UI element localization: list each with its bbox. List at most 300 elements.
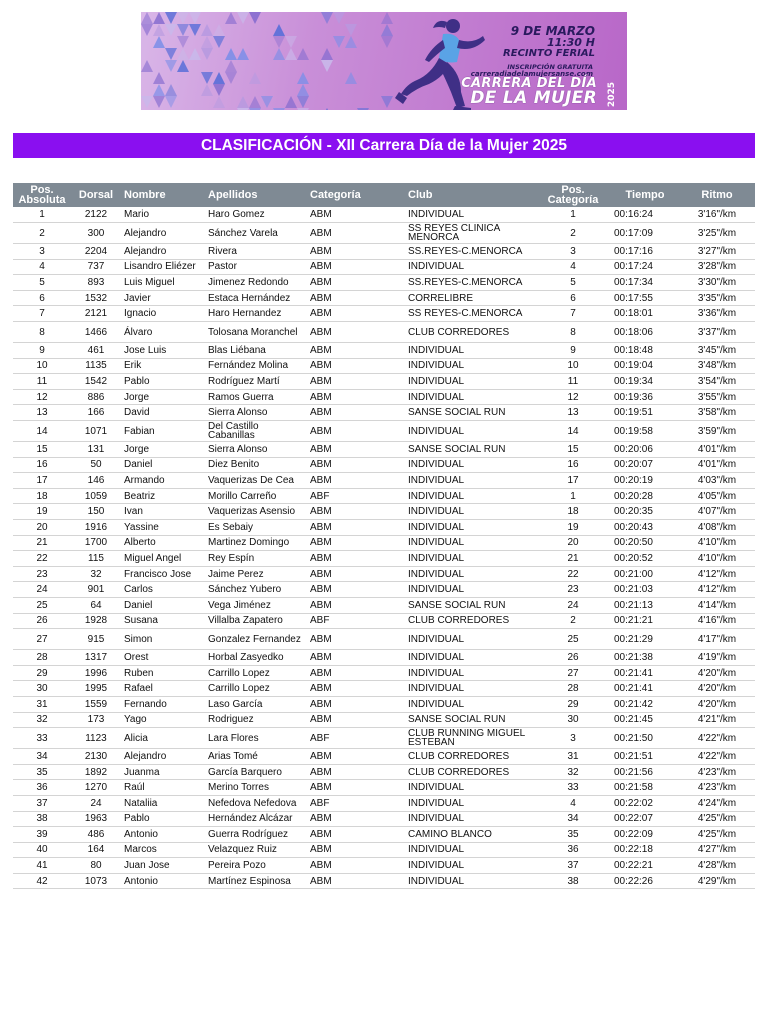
cell-nombre: Pablo [121, 811, 205, 827]
cell-pos-categoria: 18 [535, 504, 611, 520]
cell-dorsal: 1996 [71, 665, 121, 681]
cell-ritmo: 3'28"/km [679, 259, 755, 275]
cell-dorsal: 486 [71, 827, 121, 843]
banner-title-line1: CARRERA DEL DÍA [461, 76, 597, 91]
cell-dorsal: 1559 [71, 696, 121, 712]
cell-ritmo: 3'48"/km [679, 358, 755, 374]
cell-pos-absoluta: 10 [13, 358, 71, 374]
cell-tiempo: 00:21:41 [611, 665, 679, 681]
triangle-shape [225, 72, 237, 84]
triangle-shape [201, 72, 213, 84]
cell-ritmo: 4'03"/km [679, 473, 755, 489]
cell-pos-absoluta: 1 [13, 207, 71, 223]
cell-pos-absoluta: 5 [13, 275, 71, 291]
cell-apellidos: Rodriguez [205, 712, 307, 728]
cell-pos-categoria: 25 [535, 629, 611, 650]
cell-club: CLUB CORREDORES [405, 322, 535, 343]
cell-pos-categoria: 10 [535, 358, 611, 374]
cell-tiempo: 00:20:19 [611, 473, 679, 489]
cell-categoria: ABM [307, 873, 405, 889]
triangle-shape [345, 36, 357, 48]
triangle-shape [165, 12, 177, 24]
table-row [13, 442, 755, 458]
cell-tiempo: 00:19:36 [611, 389, 679, 405]
cell-club: CLUB CORREDORES [405, 613, 535, 629]
cell-pos-categoria: 17 [535, 473, 611, 489]
cell-pos-categoria: 23 [535, 582, 611, 598]
cell-pos-categoria: 15 [535, 442, 611, 458]
cell-ritmo: 4'10"/km [679, 551, 755, 567]
page-title: CLASIFICACIÓN - XII Carrera Día de la Mujer 2025 [13, 133, 755, 158]
cell-ritmo: 4'12"/km [679, 566, 755, 582]
cell-pos-absoluta: 26 [13, 613, 71, 629]
cell-apellidos: Nefedova Nefedova [205, 795, 307, 811]
cell-apellidos: Rivera [205, 244, 307, 260]
cell-pos-categoria: 31 [535, 749, 611, 765]
cell-apellidos: Rey Espín [205, 551, 307, 567]
cell-tiempo: 00:22:07 [611, 811, 679, 827]
cell-pos-categoria: 19 [535, 520, 611, 536]
cell-apellidos: Tolosana Moranchel [205, 322, 307, 343]
cell-pos-categoria: 4 [535, 259, 611, 275]
cell-nombre: Javier [121, 290, 205, 306]
cell-tiempo: 00:21:51 [611, 749, 679, 765]
cell-pos-categoria: 35 [535, 827, 611, 843]
cell-pos-absoluta: 35 [13, 764, 71, 780]
cell-apellidos: Vaquerizas Asensio [205, 504, 307, 520]
cell-nombre: Antonio [121, 873, 205, 889]
cell-club: INDIVIDUAL [405, 488, 535, 504]
cell-dorsal: 1963 [71, 811, 121, 827]
cell-apellidos: Jaime Perez [205, 566, 307, 582]
table-row [13, 457, 755, 473]
triangle-shape [285, 96, 297, 108]
cell-categoria: ABM [307, 811, 405, 827]
cell-apellidos: Pastor [205, 259, 307, 275]
cell-tiempo: 00:21:45 [611, 712, 679, 728]
cell-club: INDIVIDUAL [405, 873, 535, 889]
cell-apellidos: Lara Flores [205, 728, 307, 749]
cell-club: INDIVIDUAL [405, 207, 535, 223]
cell-club: INDIVIDUAL [405, 259, 535, 275]
cell-ritmo: 3'58"/km [679, 405, 755, 421]
triangle-shape [357, 108, 369, 110]
cell-dorsal: 893 [71, 275, 121, 291]
cell-tiempo: 00:21:58 [611, 780, 679, 796]
cell-categoria: ABM [307, 780, 405, 796]
cell-dorsal: 1928 [71, 613, 121, 629]
cell-nombre: Nataliia [121, 795, 205, 811]
triangle-shape [273, 48, 285, 60]
triangle-shape [153, 96, 165, 108]
cell-categoria: ABM [307, 764, 405, 780]
triangle-shape [165, 24, 177, 36]
cell-pos-absoluta: 33 [13, 728, 71, 749]
table-row [13, 343, 755, 359]
cell-dorsal: 1700 [71, 535, 121, 551]
cell-club: INDIVIDUAL [405, 650, 535, 666]
table-row [13, 764, 755, 780]
cell-categoria: ABM [307, 389, 405, 405]
cell-club: INDIVIDUAL [405, 535, 535, 551]
cell-dorsal: 886 [71, 389, 121, 405]
table-row [13, 421, 755, 442]
cell-ritmo: 4'23"/km [679, 780, 755, 796]
cell-dorsal: 24 [71, 795, 121, 811]
cell-ritmo: 4'07"/km [679, 504, 755, 520]
header-categoria: Categoría [307, 183, 405, 207]
cell-ritmo: 4'05"/km [679, 488, 755, 504]
table-row [13, 650, 755, 666]
cell-ritmo: 4'22"/km [679, 728, 755, 749]
cell-nombre: Alejandro [121, 223, 205, 244]
cell-dorsal: 115 [71, 551, 121, 567]
cell-categoria: ABM [307, 629, 405, 650]
cell-categoria: ABM [307, 223, 405, 244]
cell-apellidos: Villalba Zapatero [205, 613, 307, 629]
cell-pos-categoria: 33 [535, 780, 611, 796]
table-row [13, 389, 755, 405]
table-row [13, 374, 755, 390]
cell-categoria: ABM [307, 520, 405, 536]
cell-pos-absoluta: 31 [13, 696, 71, 712]
cell-pos-categoria: 29 [535, 696, 611, 712]
cell-club: INDIVIDUAL [405, 358, 535, 374]
cell-ritmo: 3'16"/km [679, 207, 755, 223]
cell-pos-categoria: 20 [535, 535, 611, 551]
cell-pos-absoluta: 25 [13, 597, 71, 613]
cell-dorsal: 1270 [71, 780, 121, 796]
cell-tiempo: 00:20:28 [611, 488, 679, 504]
cell-dorsal: 1135 [71, 358, 121, 374]
cell-categoria: ABM [307, 749, 405, 765]
cell-apellidos: Morillo Carreño [205, 488, 307, 504]
table-row [13, 629, 755, 650]
cell-tiempo: 00:16:24 [611, 207, 679, 223]
cell-tiempo: 00:21:13 [611, 597, 679, 613]
cell-tiempo: 00:21:00 [611, 566, 679, 582]
cell-tiempo: 00:17:24 [611, 259, 679, 275]
cell-tiempo: 00:22:26 [611, 873, 679, 889]
cell-nombre: Jose Luis [121, 343, 205, 359]
triangle-shape [321, 12, 333, 24]
cell-ritmo: 4'22"/km [679, 749, 755, 765]
cell-dorsal: 2130 [71, 749, 121, 765]
cell-dorsal: 1071 [71, 421, 121, 442]
cell-categoria: ABM [307, 712, 405, 728]
cell-pos-absoluta: 23 [13, 566, 71, 582]
cell-pos-absoluta: 39 [13, 827, 71, 843]
cell-club: SS.REYES-C.MENORCA [405, 244, 535, 260]
cell-dorsal: 1542 [71, 374, 121, 390]
cell-nombre: Alicia [121, 728, 205, 749]
cell-pos-absoluta: 34 [13, 749, 71, 765]
cell-nombre: David [121, 405, 205, 421]
cell-pos-categoria: 12 [535, 389, 611, 405]
banner-title [461, 76, 597, 106]
cell-ritmo: 4'28"/km [679, 858, 755, 874]
cell-pos-absoluta: 30 [13, 681, 71, 697]
cell-categoria: ABF [307, 728, 405, 749]
table-row [13, 306, 755, 322]
cell-tiempo: 00:21:56 [611, 764, 679, 780]
cell-apellidos: Sánchez Varela [205, 223, 307, 244]
triangle-shape [261, 96, 273, 108]
cell-dorsal: 1073 [71, 873, 121, 889]
cell-pos-categoria: 1 [535, 207, 611, 223]
cell-pos-categoria: 4 [535, 795, 611, 811]
cell-dorsal: 131 [71, 442, 121, 458]
cell-nombre: Raúl [121, 780, 205, 796]
cell-tiempo: 00:21:21 [611, 613, 679, 629]
cell-club: INDIVIDUAL [405, 795, 535, 811]
cell-club: INDIVIDUAL [405, 780, 535, 796]
cell-apellidos: Diez Benito [205, 457, 307, 473]
cell-dorsal: 166 [71, 405, 121, 421]
triangle-shape [285, 48, 297, 60]
cell-pos-absoluta: 27 [13, 629, 71, 650]
cell-categoria: ABM [307, 473, 405, 489]
cell-nombre: Daniel [121, 597, 205, 613]
table-row [13, 858, 755, 874]
cell-club: INDIVIDUAL [405, 858, 535, 874]
triangle-shape [297, 96, 309, 108]
cell-categoria: ABM [307, 442, 405, 458]
cell-dorsal: 737 [71, 259, 121, 275]
results-body [13, 207, 755, 889]
cell-pos-absoluta: 3 [13, 244, 71, 260]
cell-categoria: ABM [307, 696, 405, 712]
triangle-shape [189, 24, 201, 36]
cell-categoria: ABM [307, 858, 405, 874]
cell-club: CLUB CORREDORES [405, 764, 535, 780]
cell-nombre: Rafael [121, 681, 205, 697]
cell-pos-categoria: 24 [535, 597, 611, 613]
cell-dorsal: 461 [71, 343, 121, 359]
cell-nombre: Juan Jose [121, 858, 205, 874]
table-row [13, 582, 755, 598]
table-row [13, 566, 755, 582]
cell-tiempo: 00:22:21 [611, 858, 679, 874]
cell-dorsal: 1995 [71, 681, 121, 697]
header-pos-categoria: Pos. Categoría [535, 183, 611, 207]
cell-ritmo: 4'24"/km [679, 795, 755, 811]
cell-tiempo: 00:21:29 [611, 629, 679, 650]
cell-categoria: ABM [307, 504, 405, 520]
triangle-shape [273, 108, 285, 110]
cell-apellidos: Arias Tomé [205, 749, 307, 765]
header-pos-absoluta: Pos. Absoluta [13, 183, 71, 207]
cell-categoria: ABM [307, 343, 405, 359]
cell-apellidos: Carrillo Lopez [205, 665, 307, 681]
cell-dorsal: 1916 [71, 520, 121, 536]
cell-tiempo: 00:19:58 [611, 421, 679, 442]
banner-time: 11:30 H [546, 36, 595, 49]
cell-pos-categoria: 9 [535, 343, 611, 359]
table-row [13, 873, 755, 889]
cell-ritmo: 3'30"/km [679, 275, 755, 291]
cell-ritmo: 3'54"/km [679, 374, 755, 390]
cell-pos-absoluta: 15 [13, 442, 71, 458]
cell-apellidos: Haro Hernandez [205, 306, 307, 322]
cell-categoria: ABM [307, 665, 405, 681]
table-row [13, 780, 755, 796]
cell-pos-absoluta: 40 [13, 842, 71, 858]
triangle-shape [321, 48, 333, 60]
cell-ritmo: 4'21"/km [679, 712, 755, 728]
table-header-row [13, 183, 755, 207]
triangle-shape [153, 24, 165, 36]
cell-categoria: ABM [307, 275, 405, 291]
cell-ritmo: 3'55"/km [679, 389, 755, 405]
cell-apellidos: Fernández Molina [205, 358, 307, 374]
cell-dorsal: 2121 [71, 306, 121, 322]
triangle-shape [225, 48, 237, 60]
cell-categoria: ABM [307, 259, 405, 275]
cell-ritmo: 4'12"/km [679, 582, 755, 598]
cell-pos-categoria: 30 [535, 712, 611, 728]
cell-dorsal: 1317 [71, 650, 121, 666]
cell-ritmo: 4'19"/km [679, 650, 755, 666]
cell-nombre: Erik [121, 358, 205, 374]
cell-dorsal: 146 [71, 473, 121, 489]
table-row [13, 520, 755, 536]
cell-club: INDIVIDUAL [405, 389, 535, 405]
cell-pos-absoluta: 13 [13, 405, 71, 421]
header-dorsal: Dorsal [71, 183, 121, 207]
banner-registration: INSCRIPCIÓN GRATUITA [507, 63, 593, 71]
cell-club: INDIVIDUAL [405, 421, 535, 442]
banner-title-line2: DE LA MUJER [470, 88, 597, 108]
cell-nombre: Carlos [121, 582, 205, 598]
header-club: Club [405, 183, 535, 207]
cell-pos-categoria: 14 [535, 421, 611, 442]
cell-tiempo: 00:17:34 [611, 275, 679, 291]
cell-club: INDIVIDUAL [405, 582, 535, 598]
cell-categoria: ABM [307, 322, 405, 343]
cell-categoria: ABM [307, 842, 405, 858]
cell-apellidos: Estaca Hernández [205, 290, 307, 306]
triangle-shape [189, 12, 201, 24]
cell-pos-absoluta: 32 [13, 712, 71, 728]
table-row [13, 795, 755, 811]
triangle-shape [213, 96, 225, 108]
cell-apellidos: Vega Jiménez [205, 597, 307, 613]
cell-tiempo: 00:22:02 [611, 795, 679, 811]
cell-dorsal: 901 [71, 582, 121, 598]
cell-ritmo: 4'20"/km [679, 681, 755, 697]
triangle-shape [345, 72, 357, 84]
cell-categoria: ABM [307, 551, 405, 567]
cell-club: INDIVIDUAL [405, 811, 535, 827]
cell-apellidos: Haro Gomez [205, 207, 307, 223]
header-ritmo: Ritmo [679, 183, 755, 207]
triangle-shape [165, 60, 177, 72]
banner-website: carreradiadelamujersanse.com [470, 70, 593, 78]
cell-pos-absoluta: 36 [13, 780, 71, 796]
cell-dorsal: 50 [71, 457, 121, 473]
cell-dorsal: 1466 [71, 322, 121, 343]
cell-pos-absoluta: 21 [13, 535, 71, 551]
cell-nombre: Fernando [121, 696, 205, 712]
cell-nombre: Jorge [121, 389, 205, 405]
cell-pos-absoluta: 7 [13, 306, 71, 322]
cell-tiempo: 00:20:06 [611, 442, 679, 458]
cell-apellidos: Pereira Pozo [205, 858, 307, 874]
cell-club: CLUB CORREDORES [405, 749, 535, 765]
table-row [13, 712, 755, 728]
cell-dorsal: 150 [71, 504, 121, 520]
cell-pos-absoluta: 20 [13, 520, 71, 536]
cell-pos-absoluta: 38 [13, 811, 71, 827]
header-nombre: Nombre [121, 183, 205, 207]
cell-club: CLUB RUNNING MIGUEL ESTEBAN [405, 728, 535, 749]
cell-club: SANSE SOCIAL RUN [405, 712, 535, 728]
cell-tiempo: 00:18:06 [611, 322, 679, 343]
table-row [13, 244, 755, 260]
cell-club: SS REYES-C.MENORCA [405, 306, 535, 322]
triangle-shape [213, 72, 225, 84]
cell-dorsal: 1892 [71, 764, 121, 780]
cell-nombre: Daniel [121, 457, 205, 473]
cell-tiempo: 00:17:09 [611, 223, 679, 244]
cell-pos-absoluta: 9 [13, 343, 71, 359]
cell-pos-categoria: 1 [535, 488, 611, 504]
triangle-shape [177, 48, 189, 60]
cell-categoria: ABM [307, 650, 405, 666]
triangle-shape [213, 24, 225, 36]
cell-tiempo: 00:21:03 [611, 582, 679, 598]
table-row [13, 749, 755, 765]
triangle-shape [213, 36, 225, 48]
cell-pos-absoluta: 4 [13, 259, 71, 275]
cell-ritmo: 3'36"/km [679, 306, 755, 322]
cell-tiempo: 00:21:50 [611, 728, 679, 749]
cell-nombre: Pablo [121, 374, 205, 390]
cell-pos-categoria: 32 [535, 764, 611, 780]
cell-tiempo: 00:21:42 [611, 696, 679, 712]
triangle-shape [201, 84, 213, 96]
table-row [13, 681, 755, 697]
triangle-shape [249, 96, 261, 108]
table-row [13, 207, 755, 223]
cell-apellidos: Jimenez Redondo [205, 275, 307, 291]
cell-ritmo: 4'23"/km [679, 764, 755, 780]
cell-pos-absoluta: 18 [13, 488, 71, 504]
cell-dorsal: 1532 [71, 290, 121, 306]
triangle-shape [225, 60, 237, 72]
results-table [13, 183, 755, 889]
cell-tiempo: 00:19:04 [611, 358, 679, 374]
triangle-shape [321, 60, 333, 72]
triangle-shape [285, 36, 297, 48]
cell-apellidos: Carrillo Lopez [205, 681, 307, 697]
cell-categoria: ABM [307, 306, 405, 322]
cell-pos-absoluta: 28 [13, 650, 71, 666]
cell-pos-categoria: 11 [535, 374, 611, 390]
cell-ritmo: 4'08"/km [679, 520, 755, 536]
cell-apellidos: Merino Torres [205, 780, 307, 796]
triangle-shape [237, 96, 249, 108]
cell-pos-categoria: 21 [535, 551, 611, 567]
cell-pos-categoria: 7 [535, 306, 611, 322]
cell-pos-absoluta: 14 [13, 421, 71, 442]
cell-tiempo: 00:17:55 [611, 290, 679, 306]
cell-ritmo: 4'20"/km [679, 696, 755, 712]
cell-pos-categoria: 34 [535, 811, 611, 827]
cell-categoria: ABM [307, 358, 405, 374]
table-row [13, 275, 755, 291]
